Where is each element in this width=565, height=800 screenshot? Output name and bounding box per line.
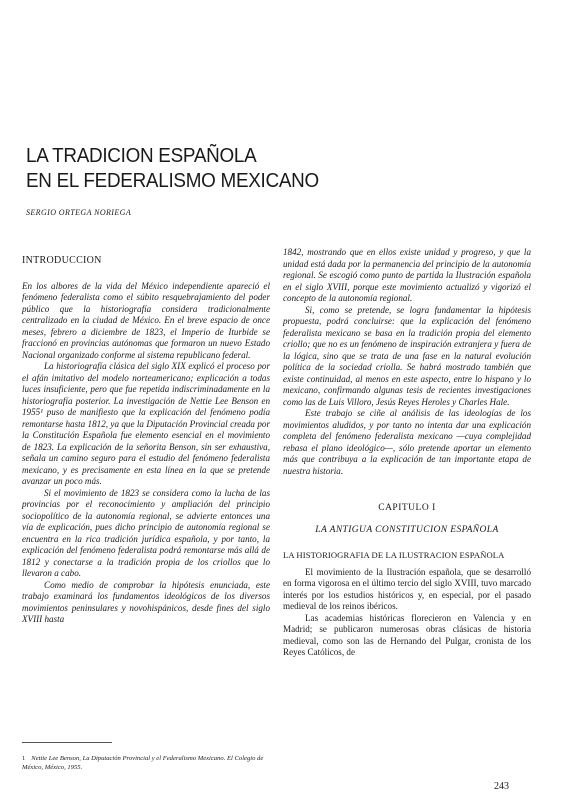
title-line-1: LA TRADICION ESPAÑOLA [26,144,257,167]
paragraph: En los albores de la vida del México independiente apareció el fenómeno federalista como el súbito resquebrajamiento del poder público que la historiografía considera tradicionalmente centralizado en la ciudad de México. En el breve espacio de once meses, febrero a diciembre de 1823, el Imperio de Iturbide se fraccionó en provincias autónomas que formaron un nuevo Estado Nacional organizado conforme al sistema republicano federal. [22,280,270,360]
chapter-title: LA ANTIGUA CONSTITUCION ESPAÑOLA [315,524,499,535]
paragraph: Si el movimiento de 1823 se considera como la lucha de las provincias por el reconocimiento y ampliación del principio sociopolítico de la autonomía regional, se advierte entonces una vía de explicación, pues dicho principio de autonomía regional se encuentra en la rica tradición jurídica española, y por tanto, la explicación del fenómeno federalista podrá remontarse más allá de 1812 y conectarse a la tradición propia de los criollos que lo llevaron a cabo. [22,487,270,578]
footnote [22,755,272,772]
chapter-label: CAPITULO I [378,503,436,513]
author-name: SERGIO ORTEGA NORIEGA [26,208,132,217]
section-heading-intro: INTRODUCCION [22,255,102,266]
paragraph: Como medio de comprobar la hipótesis enunciada, este trabajo examinará los fundamentos ideológicos de los diversos movimientos peninsulares y novohispánicos, desde fines del siglo XVIII hasta [22,579,270,624]
footnote-divider [22,742,112,743]
footnote-number: 1 [22,755,26,762]
paragraph: Este trabajo se ciñe al análisis de las ideologías de los movimientos aludidos, y por tanto no intenta dar una explicación completa del fenómeno federalista mexicano —cuya complejidad rebasa el plano ideológico—, sólo pretende aportar un elemento más que contribuya a la explicación de tan importante etapa de nuestra historia. [283,408,531,476]
footnote-text: Nettie Lee Benson, La Diputación Provincial y el Federalismo Mexicano. El Colegio de México, México, 1955. [22,755,264,771]
left-column [22,255,270,626]
paragraph: 1842, mostrando que en ellos existe unidad y progreso, y que la unidad está dada por la permanencia del principio de la autonomía regional. Se escogió como punto de partida la Ilustración española en el siglo XVIII, porque este movimiento actualizó y vigorizó el concepto de la autonomía regional. [283,247,531,303]
paragraph: Las academias históricas florecieron en Valencia y en Madrid; se publicaron numerosas obras clásicas de historia medieval, como son las de Hernando del Pulgar, cronista de los Reyes Católicos, de [283,612,531,657]
page-number: 243 [494,781,509,792]
title-line-2: EN EL FEDERALISMO MEXICANO [26,169,319,192]
paragraph: Si, como se pretende, se logra fundamentar la hipótesis propuesta, podrá concluirse: que la explicación del fenómeno federalista mexicano se basa en la tradición propia del elemento criollo; que no es un fenómeno de inspiración extranjera y fuera de la lógica, sino que se trata de una fase en la natural evolución política de la sociedad criolla. Se habrá mostrado también que existe continuidad, al menos en este aspecto, entre lo hispano y lo mexicano, confirmando algunas tesis de recientes investigaciones como las de Luis Villoro, Jesús Reyes Heroles y Charles Hale. [283,304,531,407]
article-title [26,143,504,193]
paragraph: El movimiento de la Ilustración española, que se desarrolló en forma vigorosa en el último tercio del siglo XVIII, tuvo marcado interés por los estudios históricos y, en especial, por el pasado medieval de los reinos ibéricos. [283,566,531,611]
right-column [283,247,531,659]
subsection-heading: LA HISTORIOGRAFIA DE LA ILUSTRACION ESPAÑOLA [283,550,505,560]
paragraph: La historiografía clásica del siglo XIX explicó el proceso por el afán imitativo del modelo norteamericano; explicación a todas luces insuficiente, pero que fue repetida indiscriminadamente en la historiografía posterior. La investigación de Nettie Lee Benson en 1955¹ puso de manifiesto que la explicación del fenómeno podía remontarse hasta 1812, ya que la Diputación Provincial creada por la Constitución Española fue elemento esencial en el movimiento de 1823. La explicación de la señorita Benson, sin ser exhaustiva, señala un camino seguro para el estudio del fenómeno federalista mexicano, y es precisamente en esta línea en la que se pretende avanzar un poco más. [22,361,270,486]
